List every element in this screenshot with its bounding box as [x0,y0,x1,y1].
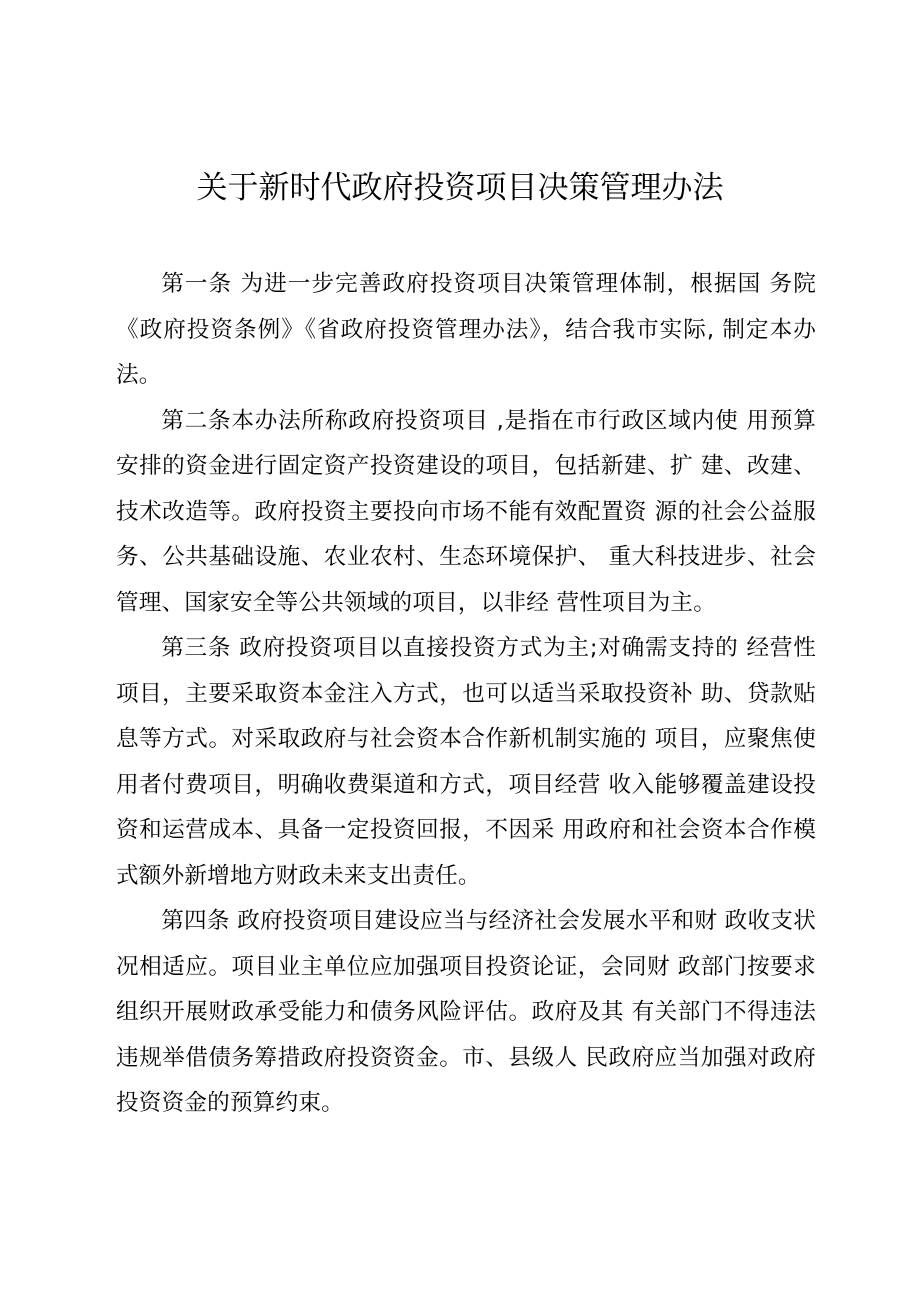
article-3-paragraph: 第三条 政府投资项目以直接投资方式为主;对确需支持的 经营性项目，主要采取资本金注入方式，也可以适当采取投资补 助、贷款贴息等方式。对采取政府与社会资本合作新机制实施的 项目，应聚焦使用者付费项目，明确收费渠道和方式，项目经营 收入能够覆盖建设投资和运营成本、具备一定投资回报，不因采 用政府和社会资本合作模式额外新增地方财政未来支出责任。 [116,635,816,889]
article-4-paragraph: 第四条 政府投资项目建设应当与经济社会发展水平和财 政收支状况相适应。项目业主单位应加强项目投资论证，会同财 政部门按要求组织开展财政承受能力和债务风险评估。政府及其 有关部门不得违法违规举借债务筹措政府投资资金。市、县级人 民政府应当加强对政府投资资金的预算约束。 [116,908,816,1116]
document-title: 关于新时代政府投资项目决策管理办法 [196,170,724,206]
article-2-paragraph: 第二条本办法所称政府投资项目 ,是指在市行政区域内使 用预算安排的资金进行固定资产投资建设的项目，包括新建、扩 建、改建、技术改造等。政府投资主要投向市场不能有效配置资 源的社会公益服务、公共基础设施、农业农村、生态环境保护、 重大科技进步、社会管理、国家安全等公共领域的项目，以非经 营性项目为主。 [116,407,816,616]
document-body [116,262,816,1127]
article-1-paragraph: 第一条 为进一步完善政府投资项目决策管理体制，根据国 务院《政府投资条例》《省政府投资管理办法》，结合我市实际, 制定本办法。 [116,271,816,388]
